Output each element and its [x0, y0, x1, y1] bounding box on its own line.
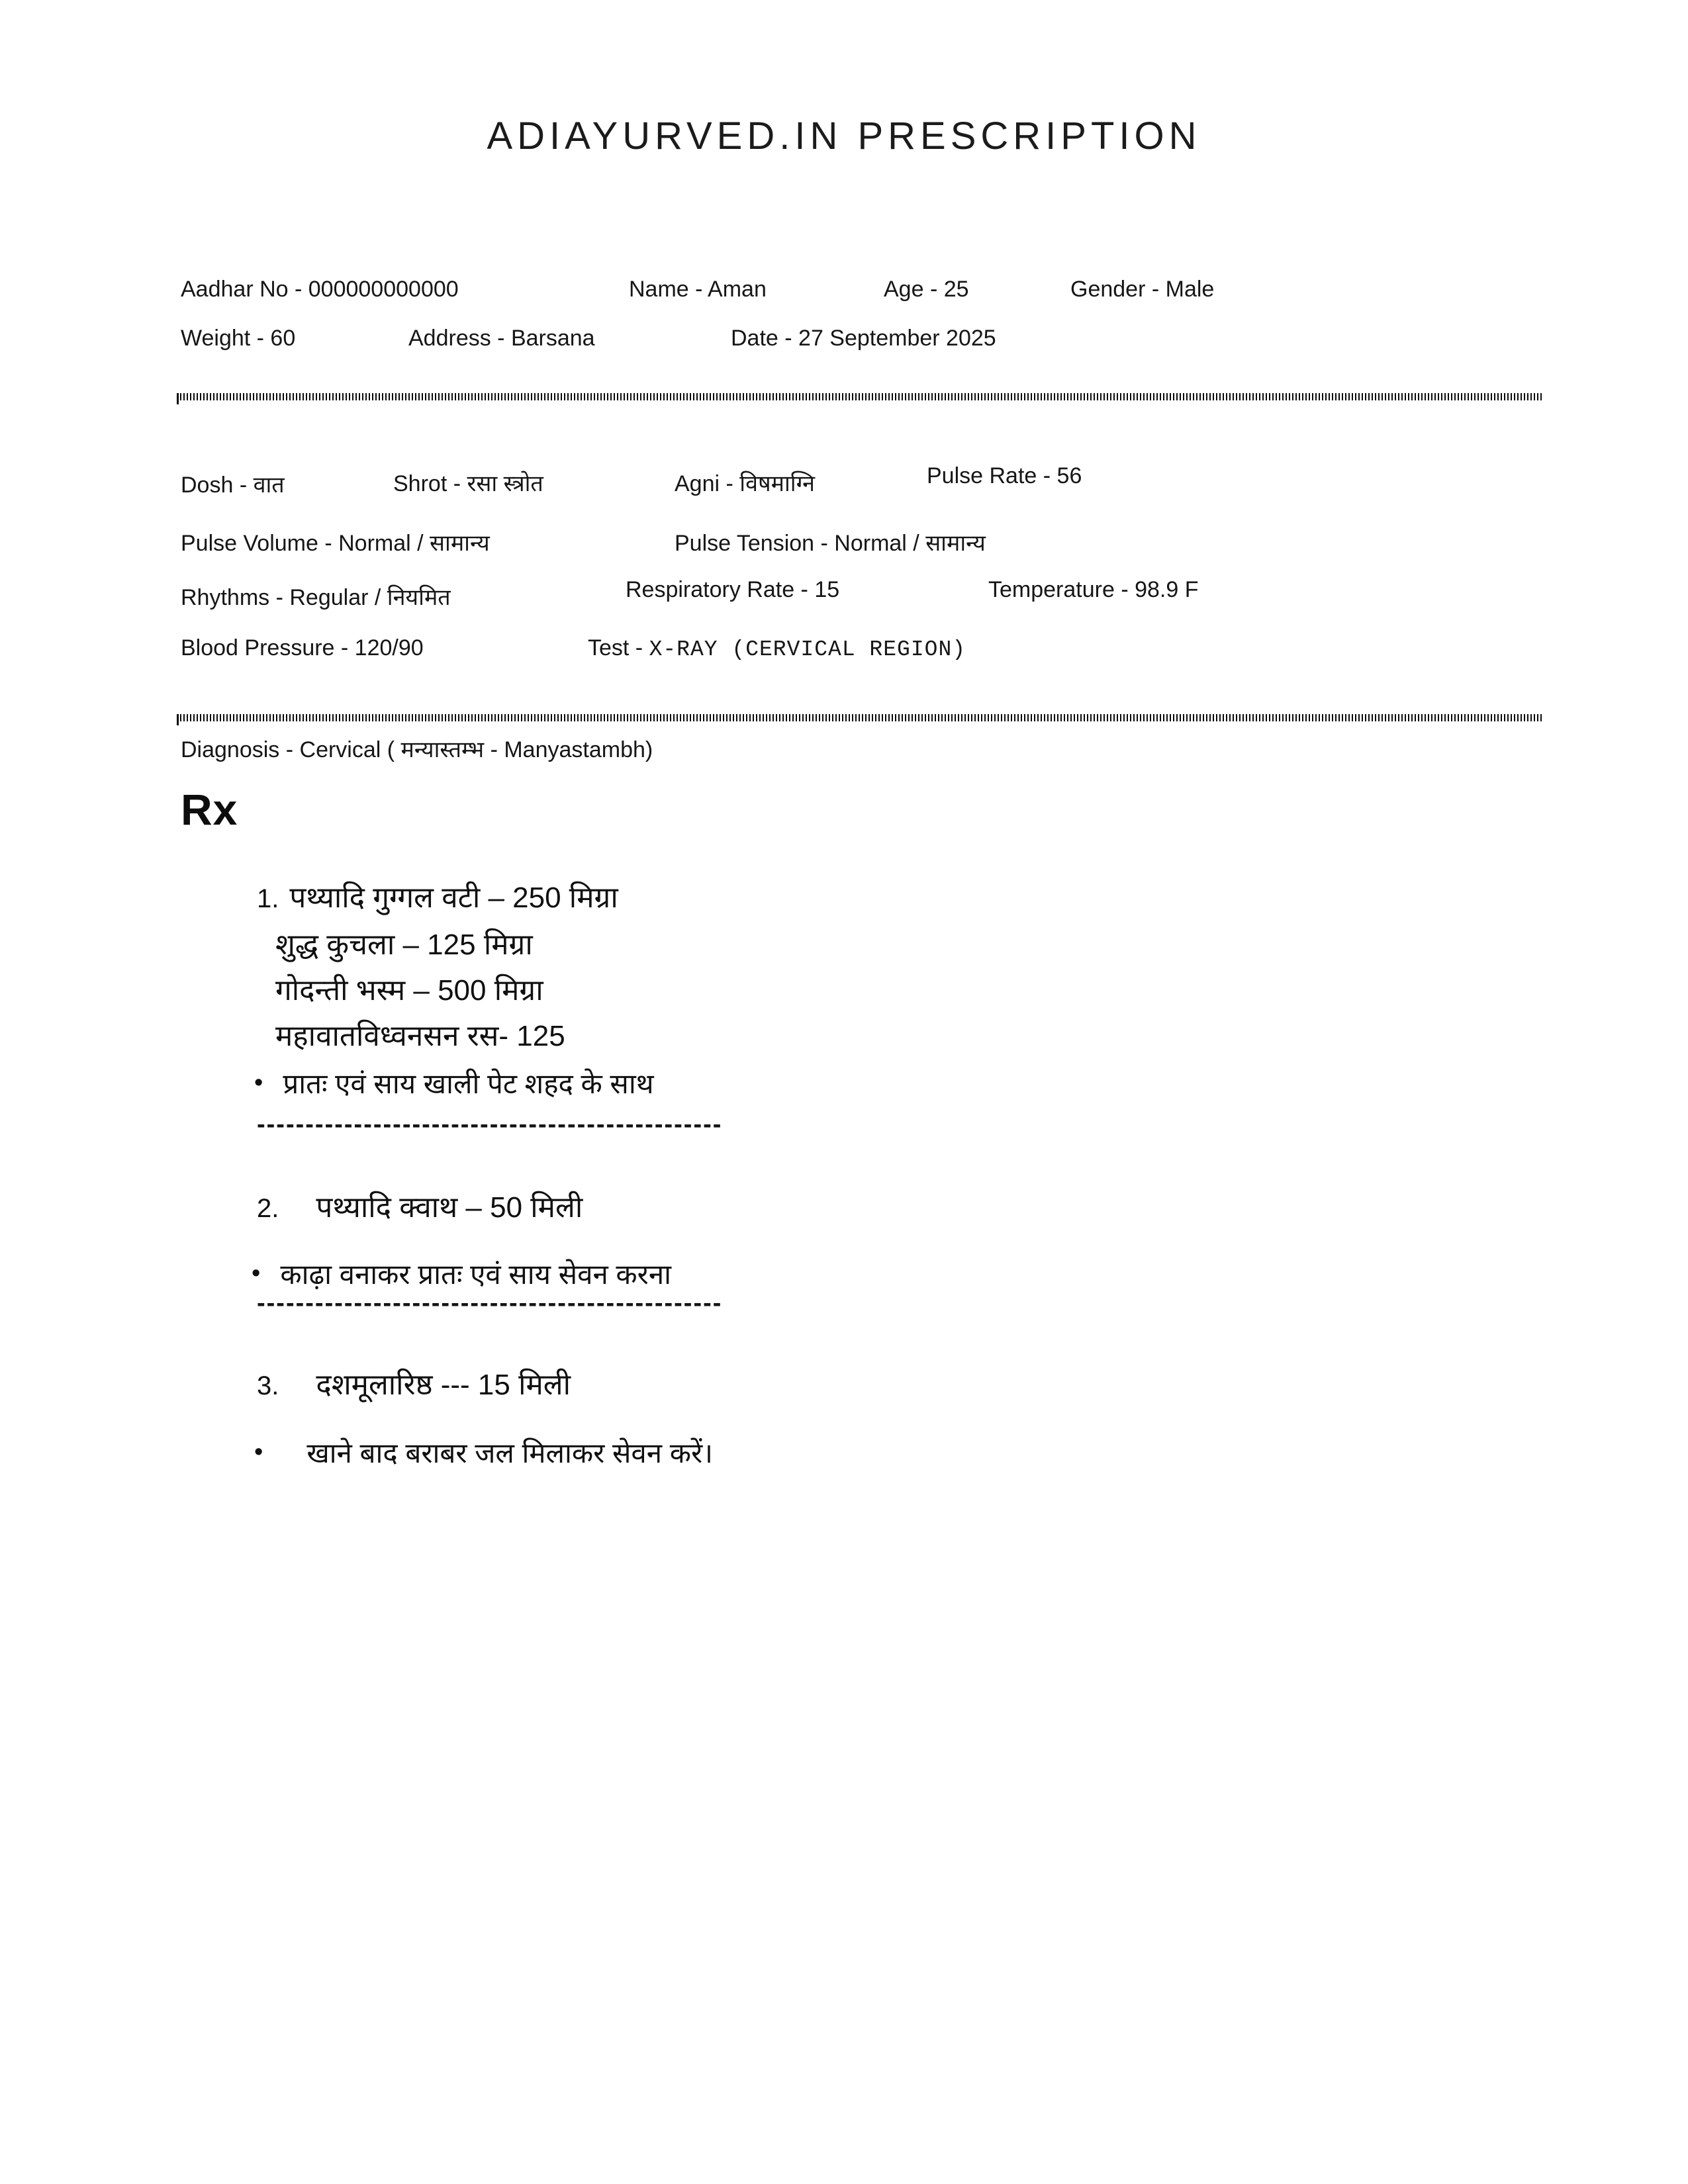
vital-dosh: Dosh - वात	[181, 473, 285, 498]
rx-item-2	[257, 1185, 583, 1232]
vital-pulse-volume: Pulse Volume - Normal / सामान्य	[181, 531, 490, 556]
test-label: Test -	[588, 635, 643, 660]
patient-weight: Weight - 60	[181, 326, 296, 351]
rx-note-1-text: प्रातः एवं साय खाली पेट शहद के साथ	[283, 1068, 654, 1099]
rx-note-3	[254, 1433, 713, 1471]
vital-rhythms: Rhythms - Regular / नियमित	[181, 585, 451, 610]
rx-item-2-text: पथ्यादि क्वाथ – 50 मिली	[316, 1191, 583, 1224]
rx-item-1-number: 1.	[257, 884, 279, 913]
dashed-separator-2: ------------------------------------------------	[257, 1289, 723, 1317]
rx-item-1-line-1	[257, 875, 618, 922]
bullet-icon: •	[254, 1438, 263, 1466]
test-value: X-RAY (CERVICAL REGION)	[649, 637, 966, 662]
bullet-icon: •	[252, 1259, 261, 1287]
patient-name: Name - Aman	[629, 277, 767, 302]
rx-heading: Rx	[181, 785, 238, 834]
rx-note-1	[254, 1064, 654, 1102]
patient-aadhar: Aadhar No - 000000000000	[181, 277, 459, 302]
dashed-separator-1: ------------------------------------------------	[257, 1111, 723, 1138]
vital-agni: Agni - विषमाग्नि	[675, 471, 815, 496]
vital-respiratory-rate: Respiratory Rate - 15	[626, 577, 840, 602]
bullet-icon: •	[254, 1069, 263, 1097]
patient-date: Date - 27 September 2025	[731, 326, 996, 351]
diagnosis-line: Diagnosis - Cervical ( मन्यास्तम्भ - Manyastambh)	[181, 737, 653, 762]
divider-middle	[177, 714, 1542, 721]
vital-shrot: Shrot - रसा स्त्रोत	[393, 471, 543, 496]
vital-blood-pressure: Blood Pressure - 120/90	[181, 635, 424, 660]
rx-note-2-text: काढ़ा वनाकर प्रातः एवं साय सेवन करना	[280, 1259, 672, 1290]
rx-item-1-line-2: शुद्ध कुचला – 125 मिग्रा	[275, 929, 533, 961]
rx-item-2-number: 2.	[257, 1194, 279, 1223]
vital-temperature: Temperature - 98.9 F	[988, 577, 1199, 602]
rx-item-1-text: पथ्यादि गुग्गल वटी – 250 मिग्रा	[289, 882, 618, 914]
rx-item-3-text: दशमूलारिष्ठ --- 15 मिली	[316, 1369, 571, 1401]
patient-age: Age - 25	[884, 277, 969, 302]
rx-note-2	[252, 1255, 671, 1293]
divider-top	[177, 393, 1542, 400]
rx-note-3-text: खाने बाद बराबर जल मिलाकर सेवन करें।	[306, 1437, 714, 1469]
patient-gender: Gender - Male	[1070, 277, 1215, 302]
rx-item-1	[257, 875, 618, 1059]
patient-address: Address - Barsana	[408, 326, 595, 351]
rx-item-3-number: 3.	[257, 1371, 279, 1400]
rx-item-1-line-3: गोदन्ती भस्म – 500 मिग्रा	[275, 974, 543, 1007]
vital-test	[588, 635, 966, 662]
rx-item-1-line-4: महावातविध्वनसन रस- 125	[275, 1020, 565, 1052]
vital-pulse-tension: Pulse Tension - Normal / सामान्य	[675, 531, 986, 556]
rx-item-3	[257, 1362, 571, 1409]
page-title: ADIAYURVED.IN PRESCRIPTION	[487, 114, 1201, 158]
vital-pulse-rate: Pulse Rate - 56	[927, 463, 1082, 488]
